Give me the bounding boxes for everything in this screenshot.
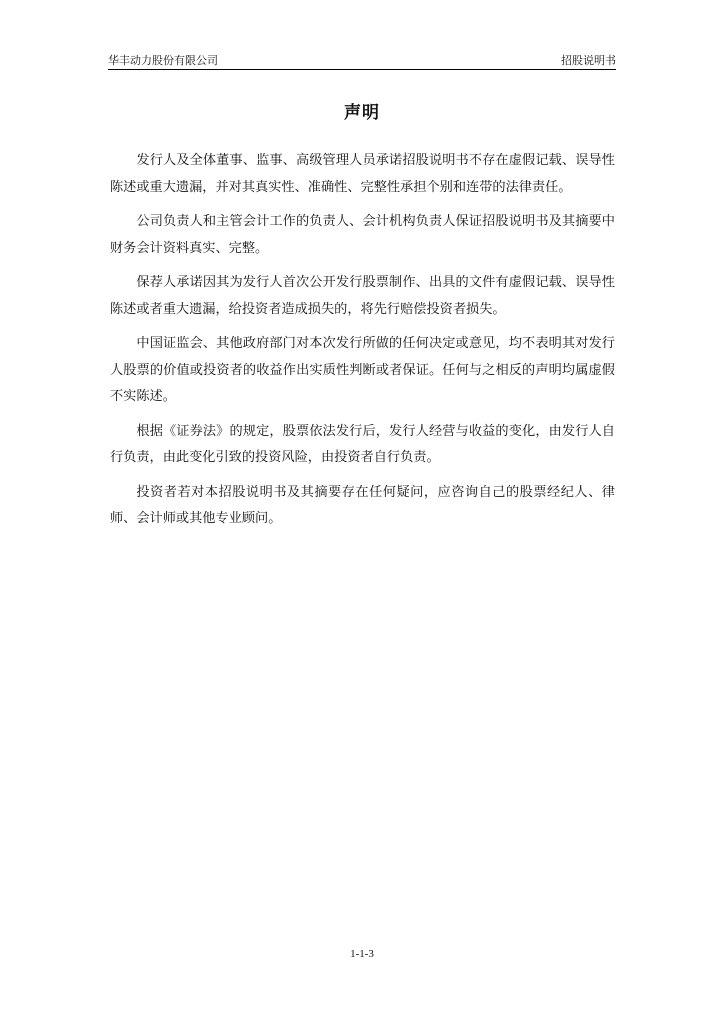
paragraph-issuer-commitment: 发行人及全体董事、监事、高级管理人员承诺招股说明书不存在虚假记载、误导性陈述或重大遗漏，并对其真实性、准确性、完整性承担个别和连带的法律责任。 [110,153,615,195]
paragraph-csrc-disclaimer: 中国证监会、其他政府部门对本次发行所做的任何决定或意见，均不表明其对发行人股票的价值或投资者的收益作出实质性判断或者保证。任何与之相反的声明均属虚假不实陈述。 [110,336,615,404]
paragraph-securities-law: 根据《证券法》的规定，股票依法发行后，发行人经营与收益的变化，由发行人自行负责，由此变化引致的投资风险，由投资者自行负责。 [110,423,615,465]
document-type: 招股说明书 [561,54,616,67]
statement-body [110,148,615,541]
header-divider [108,69,616,70]
paragraph-investor-advice: 投资者若对本招股说明书及其摘要存在任何疑问，应咨询自己的股票经纪人、律师、会计师或其他专业顾问。 [110,484,615,526]
page-number: 1-1-3 [350,948,374,960]
page-title: 声明 [344,103,380,123]
paragraph-financial-responsibility: 公司负责人和主管会计工作的负责人、会计机构负责人保证招股说明书及其摘要中财务会计资料真实、完整。 [110,214,615,256]
page-header [108,52,616,70]
paragraph-sponsor-commitment: 保荐人承诺因其为发行人首次公开发行股票制作、出具的文件有虚假记载、误导性陈述或者重大遗漏，给投资者造成损失的，将先行赔偿投资者损失。 [110,275,615,317]
company-name: 华丰动力股份有限公司 [108,54,218,67]
